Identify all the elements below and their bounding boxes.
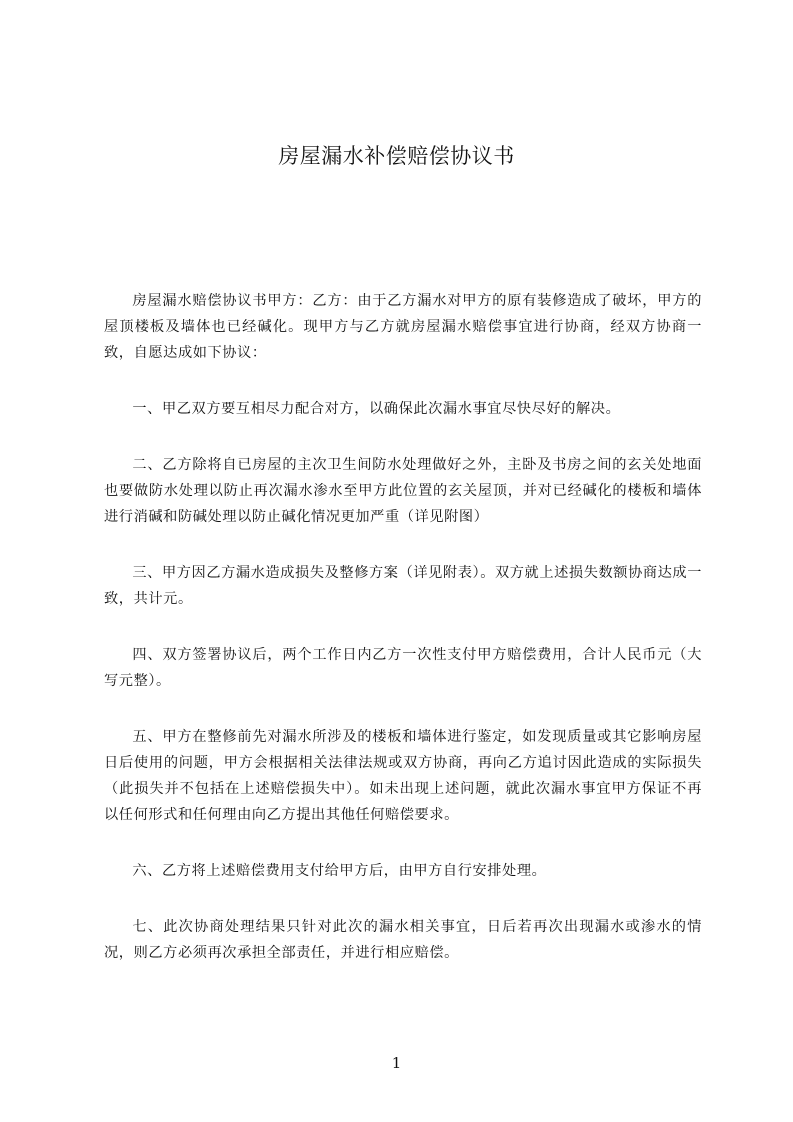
document-title: 房屋漏水补偿赔偿协议书 [278,144,515,168]
intro-paragraph: 房屋漏水赔偿协议书甲方：乙方：由于乙方漏水对甲方的原有装修造成了破坏，甲方的屋顶楼板及墙体也已经碱化。现甲方与乙方就房屋漏水赔偿事宜进行协商，经双方协商一致，自愿达成如下协议： [104,293,702,361]
clause-1: 一、甲乙双方要互相尽力配合对方，以确保此次漏水事宜尽快尽好的解决。 [132,401,621,417]
clause-2: 二、乙方除将自已房屋的主次卫生间防水处理做好之外，主卧及书房之间的玄关处地面也要做防水处理以防止再次漏水渗水至甲方此位置的玄关屋顶，并对已经碱化的楼板和墙体进行消碱和防碱处理以防止碱化情况更加严重（详见附图） [104,457,702,525]
document-body [104,288,702,996]
clause-3: 三、甲方因乙方漏水造成损失及整修方案（详见附表）。双方就上述损失数额协商达成一致，共计元。 [104,565,703,607]
clause-7: 七、此次协商处理结果只针对此次的漏水相关事宜，日后若再次出现漏水或渗水的情况，则乙方必须再次承担全部责任，并进行相应赔偿。 [104,919,702,961]
clause-5: 五、甲方在整修前先对漏水所涉及的楼板和墙体进行鉴定，如发现质量或其它影响房屋日后使用的问题，甲方会根据相关法律法规或双方协商，再向乙方追讨因此造成的实际损失（此损失并不包括在上述赔偿损失中）。如未出现上述问题，就此次漏水事宜甲方保证不再以任何形式和任何理由向乙方提出其他任何赔偿要求。 [104,729,702,823]
page-number: 1 [391,1054,402,1072]
clause-6: 六、乙方将上述赔偿费用支付给甲方后，由甲方自行安排处理。 [132,863,547,879]
clause-4: 四、双方签署协议后，两个工作日内乙方一次性支付甲方赔偿费用，合计人民币元（大写元整）。 [104,647,702,689]
